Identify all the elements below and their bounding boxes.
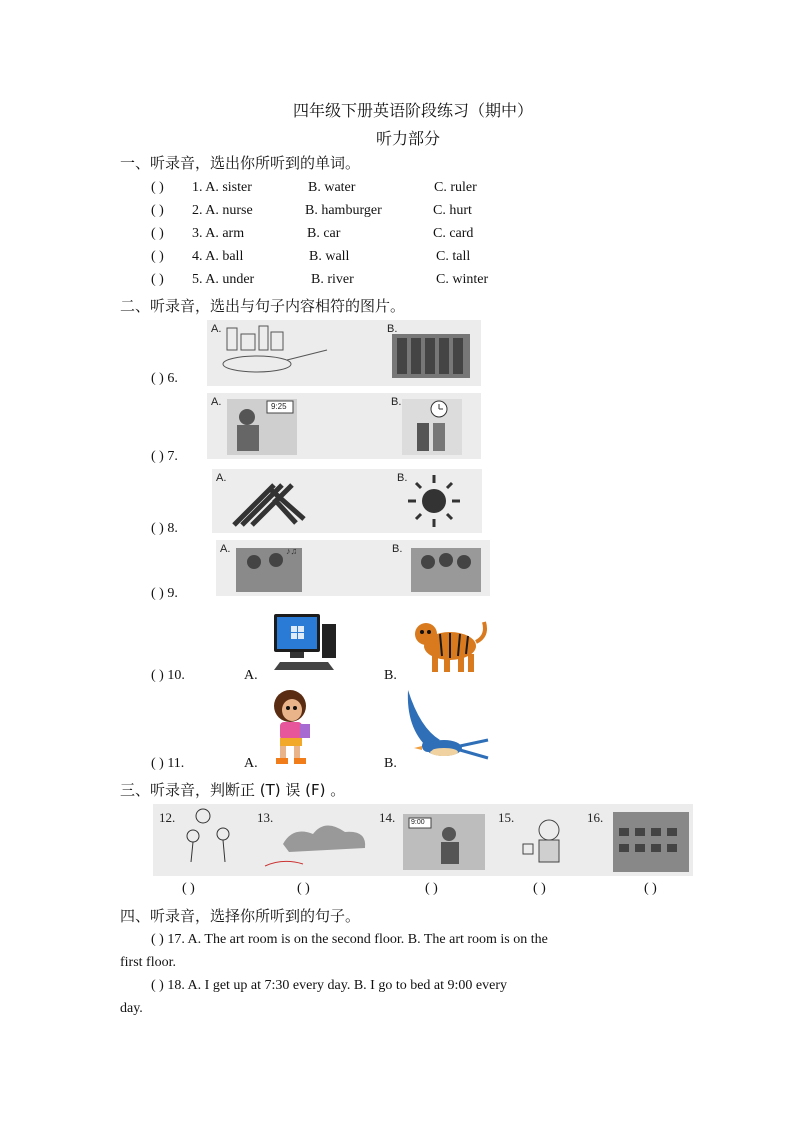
- q6-scene-illustration: [207, 320, 481, 386]
- option-a: 4. A. ball: [192, 249, 244, 264]
- option-c: C. tall: [436, 249, 471, 264]
- clock-time-label: 9:00: [411, 819, 425, 826]
- bird-picture: [398, 688, 490, 768]
- section2-heading: 二、听录音，选出与句子内容相符的图片。: [120, 297, 406, 315]
- option-b: B. wall: [309, 249, 350, 264]
- section3-picture-strip: [153, 804, 693, 876]
- tiger-picture: [404, 606, 490, 680]
- option-c: C. winter: [436, 272, 489, 287]
- option-b-label: B.: [387, 323, 398, 335]
- q8-scene-illustration: [212, 469, 482, 533]
- option-a-label: A.: [216, 472, 227, 484]
- option-a-label: A.: [211, 323, 222, 335]
- q7-scene-illustration: [207, 393, 481, 459]
- option-a: 2. A. nurse: [192, 203, 253, 218]
- option-b: B. car: [307, 226, 341, 241]
- answer-bracket: ( ): [151, 249, 164, 264]
- q6-number: ( ) 6.: [151, 371, 178, 386]
- option-a: 3. A. arm: [192, 226, 245, 241]
- option-b-label: B.: [392, 543, 403, 555]
- picture-number: 14.: [379, 810, 396, 825]
- q18-line: ( ) 18. A. I get up at 7:30 every day. B. I go to bed at 9:00 every: [151, 978, 508, 993]
- q6-picture-strip: [207, 320, 481, 386]
- q10-option-b-label: B.: [384, 668, 397, 683]
- answer-bracket: ( ): [151, 203, 164, 218]
- answer-bracket: ( ): [151, 226, 164, 241]
- q9-scene-illustration: [216, 540, 490, 596]
- q8-number: ( ) 8.: [151, 521, 178, 536]
- dora-picture: [262, 686, 322, 766]
- q18-continuation: day.: [120, 1001, 143, 1016]
- q8-picture-strip: [212, 469, 482, 533]
- tiger-icon: [404, 606, 490, 680]
- picture-number: 13.: [257, 810, 274, 825]
- picture-number: 12.: [159, 810, 176, 825]
- q10-option-a-label: A.: [244, 668, 258, 683]
- answer-bracket: ( ): [297, 881, 310, 896]
- q7-picture-strip: [207, 393, 481, 459]
- girl-character-icon: [262, 686, 322, 766]
- option-a: 5. A. under: [192, 272, 255, 287]
- option-c: C. hurt: [433, 203, 472, 218]
- svg-text:♪♫: ♪♫: [286, 546, 298, 556]
- swallow-bird-icon: [398, 688, 490, 768]
- option-b-label: B.: [391, 396, 402, 408]
- clock-time-label: 9:25: [271, 402, 287, 411]
- computer-picture: [268, 610, 348, 676]
- picture-number: 16.: [587, 810, 604, 825]
- q17-line: ( ) 17. A. The art room is on the second floor. B. The art room is on the: [151, 932, 548, 947]
- answer-bracket: ( ): [425, 881, 438, 896]
- q9-number: ( ) 9.: [151, 586, 178, 601]
- option-a-label: A.: [211, 396, 222, 408]
- picture-number: 15.: [498, 810, 515, 825]
- option-b: B. water: [308, 180, 356, 195]
- q9-picture-strip: [216, 540, 490, 596]
- option-a: 1. A. sister: [192, 180, 252, 195]
- option-c: C. card: [433, 226, 474, 241]
- q11-option-b-label: B.: [384, 756, 397, 771]
- answer-bracket: ( ): [644, 881, 657, 896]
- option-b: B. river: [311, 272, 354, 287]
- page-subtitle: 听力部分: [376, 129, 441, 148]
- true-false-pictures: [153, 804, 693, 876]
- q11-number: ( ) 11.: [151, 756, 185, 771]
- q10-number: ( ) 10.: [151, 668, 185, 683]
- option-c: C. ruler: [434, 180, 477, 195]
- option-b: B. hamburger: [305, 203, 382, 218]
- q17-continuation: first floor.: [120, 955, 176, 970]
- q7-number: ( ) 7.: [151, 449, 178, 464]
- computer-icon: [268, 610, 348, 676]
- q11-option-a-label: A.: [244, 756, 258, 771]
- answer-bracket: ( ): [151, 272, 164, 287]
- answer-bracket: ( ): [151, 180, 164, 195]
- option-b-label: B.: [397, 472, 408, 484]
- section4-heading: 四、听录音，选择你所听到的句子。: [120, 907, 361, 925]
- section1-heading: 一、听录音，选出你所听到的单词。: [120, 154, 361, 172]
- answer-bracket: ( ): [182, 881, 195, 896]
- answer-bracket: ( ): [533, 881, 546, 896]
- page-title: 四年级下册英语阶段练习（期中）: [293, 101, 534, 120]
- option-a-label: A.: [220, 543, 231, 555]
- section3-heading: 三、听录音，判断正 (T) 误 (F) 。: [120, 781, 346, 799]
